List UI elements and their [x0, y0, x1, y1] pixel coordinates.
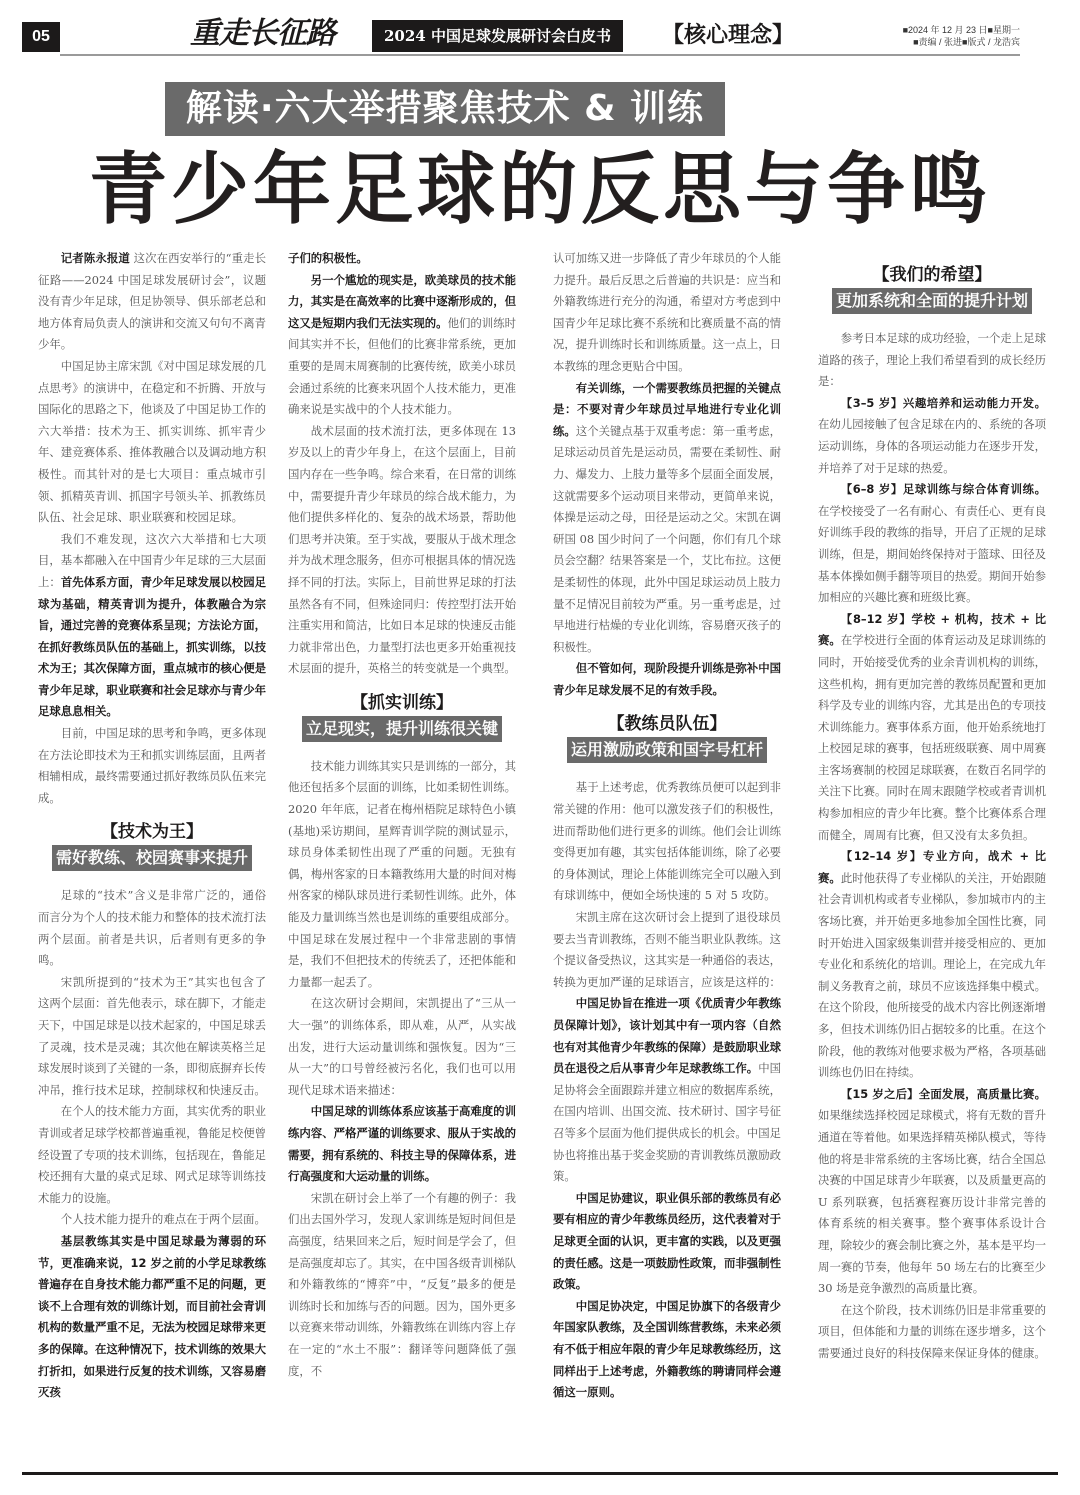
paragraph: 参考日本足球的成功经验，一个走上足球道路的孩子，理论上我们希望看到的成长经历是：	[818, 331, 1046, 389]
column-2	[288, 248, 516, 1464]
date-line: ■2024 年 12 月 23 日■星期一	[902, 25, 1020, 35]
paragraph: 基于上述考虑，优秀教练员便可以起到非常关键的作用：他可以激发孩子们的积极性，进而帮助他们进行更多的训练。他们会让训练变得更加有趣，其实包括体能训练，除了必要的身体测试，理论上体能训练完全可以融入到有球训练中，便如全场快速的 5 对 5 攻防。	[553, 780, 781, 903]
paragraph: 宋凯所提到的“技术为王”其实也包含了这两个层面：首先他表示，球在脚下，才能走天下，中国足球是以技术起家的，中国足球丢了灵魂，技术是灵魂；其次他在解读英格兰足球发展时谈到了关键的一条，即彻底摒弃长传冲吊，推行技术足球，控制球权和快速反击。	[38, 974, 266, 1097]
stage-text: 如果继续选择校园足球模式，将有无数的晋升通道在等着他。如果选择精英梯队模式，等待他的将是非常系统的主客场比赛，结合全国总决赛的中国足球青少年联赛，以及质量更高的 U 系列联赛，包括赛程赛历设计非常完善的体育系统的相关赛事。整个赛事体系设计合理，除较少的赛会制比赛之外，基本是平均一周一赛的节奏，他每年 50 场左右的比赛至少 30 场是竞争激烈的高质量比赛。	[818, 1108, 1046, 1296]
paragraph	[38, 529, 266, 723]
page-number: 05	[22, 22, 60, 52]
stage-text: 在学校接受了一名有耐心、有责任心、更有良好训练手段的教练的指导，开启了正规的足球训练，但是，期间始终保持对于篮球、田径及基本体操如侧手翻等项目的热爱。期间开始参加相应的兴趣比赛和班级比赛。	[818, 503, 1046, 605]
stage-label: 【8–12 岁】学校 + 机构，技术 + 比赛。	[818, 611, 1046, 648]
subhead-hope	[818, 262, 1046, 314]
stage-3-5	[818, 393, 1046, 479]
paragraph-bold: 但不管如何，现阶段提升训练是弥补中国青少年足球发展不足的有效手段。	[553, 661, 781, 697]
stage-6-8	[818, 479, 1046, 609]
paragraph: 战术层面的技术流打法，更多体现在 13 岁及以上的青少年身上，在这个层面上，目前国内存在一些争鸣。综合来看，在日常的训练中，需要提升青少年球员的综合战术能力，为他们提供多样化的、复杂的战术场景，帮助他们思考并决策。至于实战，要服从于战术理念并为战术理念服务，但亦可根据具体的情况选择不同的打法。实际上，目前世界足球的打法虽然各有不同，但殊途同归：传控型打法开始注重实用和简洁，比如日本足球的快速反击能力就非常出色，力量型打法也更多开始重视技术层面的提升，英格兰的转变就是一个典型。	[288, 423, 516, 676]
subhead-training	[288, 690, 516, 742]
column-1	[38, 248, 266, 1464]
paragraph-bold-text: 首先体系方面，青少年足球发展以校园足球为基础，精英青训为提升，体教融合为宗旨，通过完善的竞赛体系呈现；方法论方面，在抓好教练员队伍的基础上，抓实训练，以技术为王；其次保障方面，重点城市的核心便是青少年足球，职业联赛和社会足球亦与青少年足球息息相关。	[38, 574, 266, 719]
credits-line: ■责编 / 张进■版式 / 龙浩宾	[913, 37, 1020, 47]
subhead-banner: 运用激励政策和国字号杠杆	[567, 737, 767, 763]
byline: 记者陈永报道	[60, 251, 130, 265]
paragraph-text: 中国足协将会全面跟踪并建立相应的数据库系统，在国内培训、出国交流、技术研讨、国字号征召等多个层面为他们提供成长的机会。中国足协也将推出基于奖金奖励的青训教练员激励政策。	[553, 1061, 781, 1184]
series-tag: 2024 中国足球发展研讨会白皮书	[372, 20, 623, 52]
paragraph-text: 我们不难发现，这次六大举措和七大项目，基本都融入在中国青少年足球的三大层面上：	[38, 531, 266, 589]
masthead	[22, 14, 1058, 58]
paragraph	[553, 993, 781, 1187]
kicker-headline: 解读·六大举措聚焦技术 & 训练	[165, 82, 725, 136]
subhead-title: 【我们的希望】	[872, 265, 992, 285]
paragraph-text: 他们的训练时间其实并不长，但他们的比赛非常系统，更加重要的是周末周赛制的比赛传统，欧美小球员会通过系统的比赛来巩固个人技术能力，更准确来说是实战中的个人技术能力。	[288, 315, 516, 417]
paragraph-bold: 基层教练其实是中国足球最为薄弱的环节，更准确来说，12 岁之前的小学足球教练普遍存在自身技术能力都严重不足的问题，更谈不上合理有效的训练计划，而目前社会青训机构的数量严重不足，无法为校园足球带来更多的保障。在这种情况下，技术训练的效果大打折扣，如果进行反复的技术训练，又容易磨灭孩	[38, 1233, 266, 1400]
paragraph-text: 这个关键点基于双重考虑：第一重考虑，足球运动员首先是运动员，需要在柔韧性、耐力、爆发力、上肢力量等多个层面全面发展，这就需要多个运动项目来带动，更简单来说，体操是运动之母，田径是运动之父。宋凯在调研国 08 国少时问了一个问题，你们有几个球员会空翻？结果答案是一个，艾比布拉。这便是柔韧性的体现，此外中国足球运动员上肢力量不足情况目前较为严重。另一重考虑是，过早地进行枯燥的专业化训练，容易磨灭孩子的积极性。	[553, 423, 781, 654]
column-3	[553, 248, 781, 1464]
paragraph	[38, 248, 266, 356]
subhead-coaches	[553, 711, 781, 763]
paragraph-bold: 中国足协建议，职业俱乐部的教练员有必要有相应的青少年教练员经历，这代表着对于足球更全面的认识，更丰富的实践，以及更强的责任感。这是一项鼓励性政策，而非强制性政策。	[553, 1190, 781, 1292]
stage-label: 【15 岁之后】全面发展，高质量比赛。	[840, 1086, 1046, 1101]
paragraph: 技术能力训练其实只是训练的一部分，其他还包括多个层面的训练，比如柔韧性训练。2020 年年底，记者在梅州梧院足球特色小镇(基地)采访期间，星辉青训学院的测试显示，球员身体柔韧性出现了严重的问题。无独有偶，梅州客家的日本籍教练用大量的时间对梅州客家的梯队球员进行柔韧性训练。此外，体能及力量训练当然也是训练的重要组成部分。中国足球在发展过程中一个非常悲剧的事情是，我们不但把技术的传统丢了，还把体能和力量都一起丢了。	[288, 758, 516, 989]
stage-15-plus	[818, 1084, 1046, 1300]
paragraph-bold: 中国足协决定，中国足协旗下的各级青少年国家队教练，及全国训练营教练，未来必须有不低于相应年限的青少年足球教练经历，这同样出于上述考虑，外籍教练的聘请同样会遵循这一原则。	[553, 1298, 781, 1400]
paragraph: 目前，中国足球的思考和争鸣，更多体现在方法论即技术为王和抓实训练层面，且两者相辅相成，最终需要通过抓好教练员队伍来完成。	[38, 726, 266, 805]
stage-label: 【12–14 岁】专业方向，战术 + 比赛。	[818, 849, 1046, 885]
paragraph-bold: 中国足球的训练体系应该基于高难度的训练内容、严格严谨的训练要求、服从于实战的需要，拥有系统的、科技主导的保障体系，进行高强度和大运动量的训练。	[288, 1104, 516, 1184]
paragraph: 宋凯在研讨会上举了一个有趣的例子：我们出去国外学习，发现人家训练是短时间但是高强度，结果回来之后，短时间是学会了，但是高强度却忘了。其实，在中国各级青训梯队和外籍教练的“博弈”中，“反复”最多的便是训练时长和加练与否的问题。因为，国外更多以竞赛来带动训练，外籍教练在训练内容上存在一定的“水土不服”：翻译等问题降低了强度，不	[288, 1190, 516, 1378]
paragraph-text: 这次在西安举行的“重走长征路——2024 中国足球发展研讨会”，议题没有青少年足球，但足协领导、俱乐部老总和地方体育局负责人的演讲和交流又句句不离青少年。	[38, 251, 266, 352]
paragraph: 在这个阶段，技术训练仍旧是非常重要的项目，但体能和力量的训练在逐步增多，这个需要通过良好的科技保障来保证身体的健康。	[818, 1302, 1046, 1360]
paragraph: 中国足协主席宋凯《对中国足球发展的几点思考》的演讲中，在稳定和不折腾、开放与国际化的思路之下，他谈及了中国足协工作的六大举措：技术为王、抓实训练、抓牢青少年、建竞赛体系、推体教融合以及调动地方积极性。而其针对的是七大项目：重点城市引领、抓精英青训、抓国字号领头羊、抓教练员队伍、社会足球、职业联赛和校园足球。	[38, 358, 266, 525]
stage-label: 【6–8 岁】足球训练与综合体育训练。	[840, 482, 1046, 497]
stage-8-12	[818, 609, 1046, 847]
subhead-banner: 立足现实，提升训练很关键	[302, 716, 502, 742]
paragraph: 宋凯主席在这次研讨会上提到了退役球员要去当青训教练，否则不能当职业队教练。这个提议备受热议，这其实是一种通俗的表达，转换为更加严谨的足球语言，应该是这样的：	[553, 910, 781, 989]
paragraph	[288, 270, 516, 421]
paragraph: 个人技术能力提升的难点在于两个层面。	[60, 1212, 266, 1227]
brand-logo: 重走长征路	[190, 16, 335, 51]
paragraph-bold: 子们的积极性。	[288, 251, 368, 265]
stage-text: 在学校进行全面的体育运动及足球训练的同时，开始接受优秀的业余青训机构的训练，这些机构，拥有更加完善的教练员配置和更加科学及专业的训练内容，尤其是出色的专项技术训练能力。赛事体系方面，他开始系统地打上校园足球的赛事，包括班级联赛、周中周赛主客场赛制的校园足球联赛，在数百名同学的关注下比赛。同时在周末跟随学校或者青训机构参加相应的青少年比赛。整个比赛体系合理而健全，周周有比赛，但又没有太多负担。	[818, 633, 1046, 842]
paragraph: 足球的“技术”含义是非常广泛的，通俗而言分为个人的技术能力和整体的技术流打法两个层面。前者是共识，后者则有更多的争鸣。	[38, 888, 266, 968]
article-body	[38, 248, 1058, 1464]
stage-text: 在幼儿园接触了包含足球在内的、系统的各项运动训练，身体的各项运动能力在逐步开发，并培养了对于足球的热爱。	[818, 417, 1046, 475]
paragraph: 认可加练又进一步降低了青少年球员的个人能力提升。最后反思之后普遍的共识是：应当和外籍教练进行充分的沟通，希望对方考虑到中国青少年足球比赛不系统和比赛质量不高的情况，提升训练时长和训练质量。这一点上，日本教练的理念更贴合中国。	[553, 251, 781, 373]
stage-label: 【3–5 岁】兴趣培养和运动能力开发。	[840, 395, 1046, 410]
masthead-rule	[60, 54, 1020, 56]
paragraph	[553, 378, 781, 659]
main-headline: 青少年足球的反思与争鸣	[88, 144, 991, 235]
paragraph: 在这次研讨会期间，宋凯提出了“三从一大一强”的训练体系，即从难，从严，从实战出发，进行大运动量训练和强恢复。因为“三从一大”的口号曾经被污名化，我们也可以用现代足球术语来描述：	[288, 996, 516, 1097]
bottom-rule	[22, 1472, 1058, 1475]
issue-info	[882, 24, 1020, 48]
paragraph-bold-text: 有关训练，一个需要教练员把握的关键点是：不要对青少年球员过早地进行专业化训练。	[553, 380, 781, 438]
subhead-technique	[38, 819, 266, 871]
subhead-banner: 需好教练、校园赛事来提升	[52, 845, 252, 871]
paragraph: 在个人的技术能力方面，其实优秀的职业青训或者足球学校都普遍重视，鲁能足校便曾经设置了专项的技术训练，包括现在，鲁能足校还拥有大量的桌式足球、网式足球等训练技术能力的设施。	[38, 1104, 266, 1205]
subhead-title: 【抓实训练】	[351, 692, 453, 713]
column-4	[818, 248, 1046, 1464]
subhead-banner: 更加系统和全面的提升计划	[832, 288, 1032, 314]
subhead-title: 【技术为王】	[101, 822, 203, 843]
stage-12-14	[818, 846, 1046, 1084]
paragraph-bold-text: 另一个尴尬的现实是，欧美球员的技术能力，其实是在高效率的比赛中逐渐形成的，但这又是短期内我们无法实现的。	[288, 272, 516, 330]
paragraph-bold-text: 中国足协旨在推进一项《优质青少年教练员保障计划》，该计划其中有一项内容（自然也有对其他青少年教练的保障）是鼓励职业球员在退役之后从事青少年足球教练工作。	[553, 996, 781, 1076]
section-tag: 【核心理念】	[662, 22, 795, 48]
stage-text: 此时他获得了专业梯队的关注，开始跟随社会青训机构或者专业梯队，参加城市内的主客场比赛，并开始更多地参加全国性比赛，同时开始进入国家级集训营并接受相应的、更加专业化和系统化的培训。理论上，在完成九年制义务教育之前，球员不应该选择集中模式。在这个阶段，他所接受的战术内容比例逐渐增多，但技术训练仍旧占据较多的比重。在这个阶段，他的教练对他要求极为严格，各项基础训练也仍旧在持续。	[818, 870, 1046, 1080]
subhead-title: 【教练员队伍】	[607, 714, 727, 735]
